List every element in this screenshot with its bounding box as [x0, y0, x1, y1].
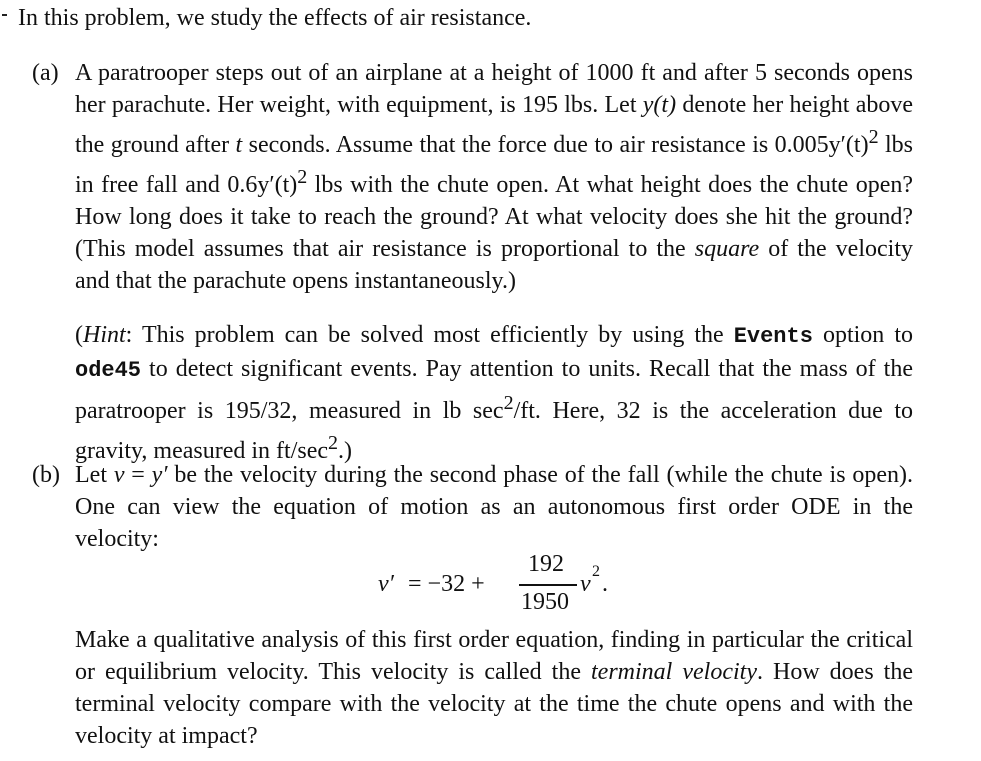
fraction-bar	[519, 584, 577, 586]
velocity-equation	[378, 551, 638, 617]
equation-lhs: v′	[378, 571, 394, 597]
problem-intro: In this problem, we study the effects of air resistance.	[18, 5, 532, 31]
equation-period: .	[602, 571, 608, 597]
part-b-label: (b)	[32, 462, 60, 488]
events-code: Events	[733, 324, 813, 349]
margin-marker	[2, 14, 7, 16]
equation-v: v	[580, 571, 591, 597]
hint-text: (Hint: This problem can be solved most efficiently by using the Events option to ode45 to detect significant events. Pay attention to units. Recall that the mass of the paratrooper is 195/32, measured in lb $\sec^2/ft$. Here, 32 is the acceleration due to gravity, measured in $ft/\sec^2$.)	[75, 322, 914, 464]
closing-text: Make a qualitative analysis of this first order equation, finding in particular the critical or equilibrium velocity. This velocity is called the terminal velocity. How does the terminal velocity compare with the velocity at the time the chute opens and with the velocity at impact?	[75, 627, 914, 749]
ode45-code: ode45	[75, 358, 142, 383]
equation-exponent: 2	[592, 563, 600, 580]
fraction-numerator: 192	[528, 551, 564, 577]
fraction-denominator: 1950	[521, 589, 569, 615]
part-a-text: A paratrooper steps out of an airplane at a height of 1000 ft and after 5 seconds opens her parachute. Her weight, with equipment, is 195 lbs. Let y(t) denote her height above the ground after t seconds. Assume that the force due to air resistance is $0.005y'(t)^2$ lbs in free fall and $0.6y'(t)^2$ lbs with the chute open. At what height does the chute open? How long does it take to reach the ground? At what velocity does she hit the ground? (This model assumes that air resistance is proportional to the square of the velocity and that the parachute opens instantaneously.)	[75, 60, 914, 294]
part-b-text: Let v = y′ be the velocity during the second phase of the fall (while the chute is open). One can view the equation of motion as an autonomous first order ODE in the velocity:	[75, 462, 913, 552]
part-a-label: (a)	[32, 60, 59, 86]
equation-rhs: = −32 +	[408, 571, 485, 597]
